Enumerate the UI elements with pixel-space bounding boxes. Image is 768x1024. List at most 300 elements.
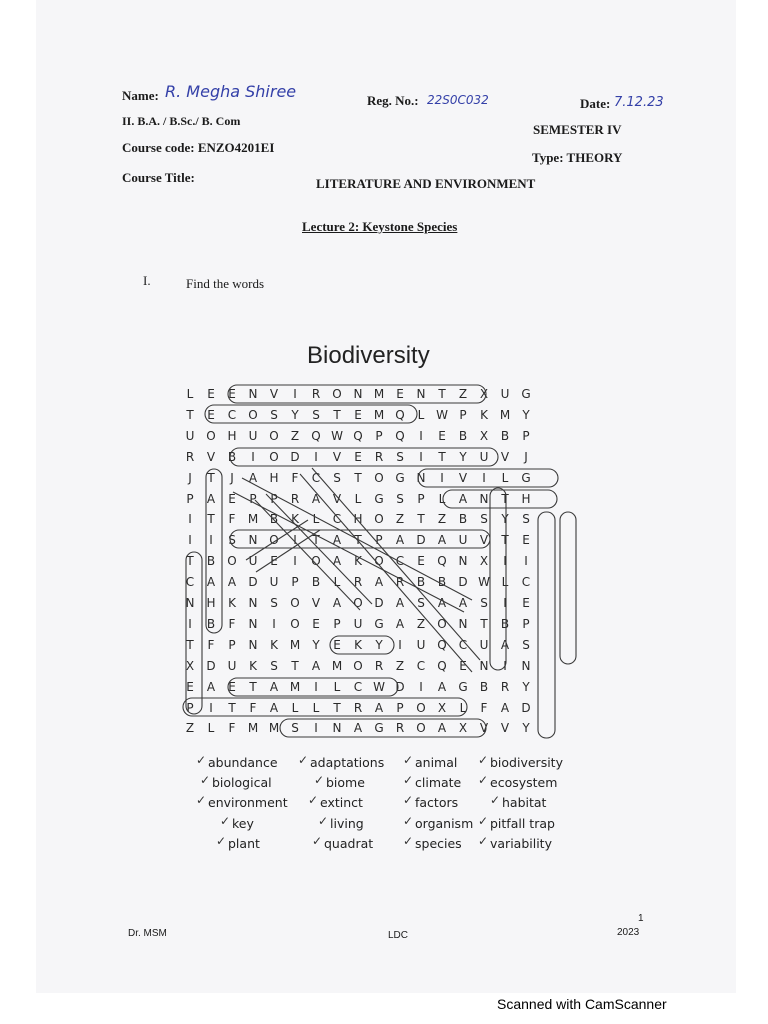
grid-letter: P: [249, 491, 257, 506]
check-mark-icon: ✓: [298, 753, 309, 767]
grid-letter: K: [228, 596, 236, 610]
grid-letter: R: [353, 700, 363, 715]
grid-letter: V: [479, 533, 489, 548]
grid-letter: T: [249, 679, 257, 694]
word-item: [403, 753, 458, 770]
grid-letter: N: [458, 616, 468, 631]
grid-letter: F: [228, 512, 236, 527]
grid-letter: U: [185, 428, 195, 443]
grid-letter: B: [206, 554, 216, 569]
grid-letter: S: [270, 407, 278, 422]
grid-letter: S: [417, 596, 425, 610]
grid-letter: L: [312, 512, 320, 527]
grid-letter: T: [186, 637, 194, 652]
grid-letter: M: [331, 658, 343, 673]
grid-letter: O: [374, 554, 384, 569]
grid-letter: Y: [522, 721, 530, 736]
grid-letter: A: [437, 679, 447, 694]
page-number: 1: [638, 913, 644, 924]
grid-letter: N: [332, 721, 342, 736]
grid-letter: T: [333, 407, 341, 422]
word-item: [478, 813, 555, 831]
grid-letter: U: [248, 554, 258, 569]
grid-letter: O: [227, 554, 237, 569]
name-value: R. Megha Shiree: [165, 82, 297, 101]
grid-letter: Q: [353, 428, 363, 443]
word-item: [403, 793, 459, 811]
grid-letter: X: [458, 721, 468, 736]
grid-letter: I: [293, 554, 297, 569]
grid-letter: A: [374, 575, 384, 590]
grid-letter: C: [185, 575, 195, 590]
grid-letter: P: [522, 616, 530, 631]
grid-letter: I: [419, 679, 423, 694]
grid-letter: I: [293, 387, 297, 401]
grid-letter: Q: [437, 554, 447, 569]
check-mark-icon: ✓: [478, 813, 489, 828]
grid-letter: A: [437, 721, 447, 736]
grid-letter: E: [333, 637, 341, 652]
word-item: [314, 773, 365, 791]
grid-letter: G: [395, 470, 405, 485]
grid-letter: P: [186, 491, 194, 506]
grid-letter: C: [458, 637, 468, 652]
grid-letter: C: [311, 470, 321, 485]
grid-letter: Y: [375, 637, 383, 652]
grid-letter: I: [293, 533, 297, 548]
grid-letter: B: [206, 616, 216, 631]
grid-letter: A: [437, 533, 447, 548]
grid-letter: A: [332, 554, 342, 569]
grid-letter: I: [503, 596, 507, 610]
semester: SEMESTER IV: [533, 122, 622, 137]
grid-letter: E: [459, 658, 467, 673]
name-label: Name:: [122, 88, 159, 103]
grid-letter: A: [206, 679, 216, 694]
grid-letter: U: [227, 658, 237, 673]
grid-letter: P: [270, 491, 278, 506]
grid-letter: V: [458, 470, 468, 485]
grid-letter: S: [396, 449, 404, 464]
grid-letter: O: [416, 721, 426, 736]
grid-letter: Q: [311, 428, 321, 443]
grid-letter: T: [354, 470, 362, 485]
course-title-label: Course Title:: [122, 170, 195, 185]
grid-letter: K: [354, 637, 362, 652]
grid-letter: H: [353, 512, 363, 527]
grid-letter: K: [249, 658, 257, 673]
grid-letter: Q: [395, 428, 405, 443]
grid-letter: C: [227, 407, 237, 422]
grid-letter: C: [332, 512, 342, 527]
grid-letter: A: [227, 575, 237, 590]
grid-letter: A: [206, 575, 216, 590]
grid-letter: S: [228, 533, 236, 548]
grid-letter: C: [521, 575, 531, 590]
grid-letter: B: [458, 428, 468, 443]
grid-letter: S: [333, 470, 341, 485]
word-text: biome: [326, 775, 365, 791]
grid-letter: B: [311, 575, 321, 590]
grid-letter: Y: [501, 512, 509, 527]
grid-letter: J: [188, 470, 192, 485]
grid-letter: L: [291, 700, 299, 715]
program: II. B.A. / B.Sc./ B. Com: [122, 114, 241, 128]
grid-letter: V: [479, 721, 489, 736]
check-mark-icon: ✓: [403, 813, 414, 828]
grid-letter: O: [353, 596, 363, 610]
grid-letter: J: [524, 449, 528, 464]
grid-letter: O: [374, 470, 384, 485]
question-text: Find the words: [186, 276, 264, 291]
grid-letter: U: [269, 575, 279, 590]
grid-letter: X: [437, 700, 447, 715]
grid-letter: Z: [437, 512, 447, 527]
grid-letter: T: [438, 449, 446, 464]
grid-letter: E: [438, 428, 446, 443]
word-item: [478, 753, 563, 770]
grid-letter: T: [291, 658, 299, 673]
grid-letter: A: [353, 721, 363, 736]
grid-letter: L: [333, 575, 341, 590]
grid-letter: Z: [458, 387, 468, 401]
grid-letter: I: [188, 512, 192, 527]
word-text: key: [232, 815, 254, 831]
grid-letter: S: [291, 721, 299, 736]
grid-letter: V: [311, 596, 321, 610]
grid-letter: G: [374, 491, 384, 506]
grid-letter: P: [375, 533, 383, 548]
check-mark-icon: ✓: [196, 753, 207, 767]
grid-letter: C: [416, 658, 426, 673]
word-text: ecosystem: [490, 775, 558, 791]
grid-letter: D: [395, 679, 405, 694]
grid-letter: N: [521, 658, 531, 673]
word-item: [403, 833, 462, 851]
grid-letter: N: [416, 470, 426, 485]
grid-letter: M: [373, 387, 385, 401]
grid-letter: I: [251, 449, 255, 464]
grid-letter: E: [312, 616, 320, 631]
grid-letter: G: [458, 679, 468, 694]
grid-letter: N: [479, 658, 489, 673]
check-mark-icon: ✓: [403, 793, 414, 808]
grid-letter: I: [419, 428, 423, 443]
grid-letter: O: [206, 428, 216, 443]
grid-letter: U: [479, 449, 489, 464]
grid-letter: O: [290, 596, 300, 610]
grid-letter: N: [248, 533, 258, 548]
grid-letter: S: [312, 407, 320, 422]
grid-letter: Q: [437, 637, 447, 652]
grid-letter: S: [480, 512, 488, 527]
word-item: [216, 833, 260, 851]
grid-letter: P: [396, 700, 404, 715]
grid-letter: X: [479, 428, 489, 443]
grid-letter: Z: [395, 512, 405, 527]
grid-letter: R: [185, 449, 195, 464]
grid-letter: O: [269, 449, 279, 464]
grid-letter: L: [501, 575, 509, 590]
grid-letter: Y: [522, 679, 530, 694]
grid-letter: H: [227, 428, 237, 443]
grid-letter: O: [311, 554, 321, 569]
grid-letter: I: [440, 470, 444, 485]
grid-letter: N: [353, 387, 363, 401]
grid-letter: I: [503, 554, 507, 569]
grid-letter: B: [500, 616, 510, 631]
grid-letter: E: [228, 679, 236, 694]
grid-letter: A: [395, 596, 405, 610]
grid-letter: V: [332, 449, 342, 464]
grid-letter: T: [480, 616, 488, 631]
check-mark-icon: ✓: [200, 773, 211, 788]
grid-letter: A: [395, 616, 405, 631]
grid-letter: N: [185, 596, 195, 610]
grid-letter: I: [314, 679, 318, 694]
reg-label: Reg. No.:: [367, 93, 419, 108]
word-text: quadrat: [324, 835, 374, 851]
grid-letter: E: [354, 407, 362, 422]
grid-letter: T: [312, 533, 320, 548]
date-value: 7.12.23: [614, 95, 664, 110]
grid-letter: S: [270, 596, 278, 610]
grid-letter: A: [269, 679, 279, 694]
word-text: variability: [490, 835, 552, 851]
grid-letter: S: [270, 658, 278, 673]
grid-letter: E: [417, 554, 425, 569]
grid-letter: F: [207, 637, 215, 652]
word-text: factors: [415, 795, 459, 811]
check-mark-icon: ✓: [490, 793, 501, 808]
grid-letter: R: [311, 387, 321, 401]
grid-letter: W: [478, 575, 490, 590]
word-item: [200, 773, 272, 791]
grid-letter: J: [230, 470, 234, 485]
grid-letter: D: [290, 449, 300, 464]
word-item: [220, 813, 254, 831]
grid-letter: A: [311, 491, 321, 506]
grid-letter: P: [375, 428, 383, 443]
word-text: extinct: [320, 795, 363, 811]
grid-letter: I: [188, 533, 192, 548]
grid-letter: W: [436, 407, 448, 422]
word-text: environment: [208, 795, 288, 811]
grid-letter: Z: [395, 658, 405, 673]
grid-letter: N: [248, 596, 258, 610]
grid-letter: U: [500, 387, 510, 401]
word-item: [312, 833, 374, 851]
grid-letter: D: [458, 575, 468, 590]
grid-letter: V: [500, 449, 510, 464]
grid-letter: S: [522, 512, 530, 527]
word-item: [308, 793, 363, 811]
grid-letter: U: [458, 533, 468, 548]
grid-letter: I: [272, 616, 276, 631]
grid-letter: T: [186, 554, 194, 569]
grid-letter: B: [458, 512, 468, 527]
grid-letter: V: [500, 721, 510, 736]
grid-letter: Y: [291, 407, 299, 422]
grid-letter: O: [353, 658, 363, 673]
grid-letter: T: [501, 491, 509, 506]
check-mark-icon: ✓: [220, 813, 231, 828]
grid-letter: Y: [459, 449, 467, 464]
grid-letter: U: [248, 428, 258, 443]
grid-letter: V: [332, 491, 342, 506]
check-mark-icon: ✓: [403, 833, 414, 848]
word-item: [298, 753, 385, 770]
check-mark-icon: ✓: [318, 813, 329, 828]
grid-letter: N: [458, 554, 468, 569]
grid-letter: L: [333, 679, 341, 694]
grid-letter: M: [268, 721, 280, 736]
grid-letter: I: [419, 449, 423, 464]
grid-letter: K: [291, 512, 299, 527]
grid-letter: E: [354, 449, 362, 464]
grid-letter: I: [209, 700, 213, 715]
grid-letter: E: [270, 554, 278, 569]
grid-letter: E: [522, 596, 530, 610]
grid-letter: L: [438, 491, 446, 506]
grid-letter: Y: [522, 407, 530, 422]
grid-letter: G: [374, 616, 384, 631]
grid-letter: F: [228, 616, 236, 631]
grid-letter: T: [501, 533, 509, 548]
grid-letter: B: [227, 449, 237, 464]
grid-letter: F: [228, 721, 236, 736]
grid-letter: K: [270, 637, 278, 652]
grid-letter: R: [395, 721, 405, 736]
word-text: climate: [415, 775, 462, 791]
grid-letter: L: [312, 700, 320, 715]
word-text: organism: [415, 815, 474, 831]
grid-letter: M: [247, 512, 259, 527]
word-item: [478, 773, 558, 791]
check-mark-icon: ✓: [478, 753, 489, 767]
grid-letter: L: [459, 700, 467, 715]
grid-letter: C: [353, 679, 363, 694]
grid-letter: W: [331, 428, 343, 443]
grid-letter: X: [479, 554, 489, 569]
grid-letter: L: [354, 491, 362, 506]
grid-letter: I: [188, 616, 192, 631]
word-item: [196, 753, 278, 770]
grid-letter: U: [416, 637, 426, 652]
grid-letter: Y: [312, 637, 320, 652]
grid-letter: M: [289, 637, 301, 652]
word-text: biological: [212, 775, 272, 791]
grid-letter: O: [290, 616, 300, 631]
grid-letter: V: [206, 449, 216, 464]
grid-letter: S: [522, 637, 530, 652]
grid-letter: F: [249, 700, 257, 715]
grid-letter: E: [522, 533, 530, 548]
grid-letter: N: [248, 637, 258, 652]
grid-letter: D: [248, 575, 258, 590]
check-mark-icon: ✓: [196, 793, 207, 808]
grid-letter: L: [501, 470, 509, 485]
puzzle-title: Biodiversity: [307, 342, 430, 369]
grid-letter: P: [186, 700, 194, 715]
grid-letter: R: [374, 449, 384, 464]
check-mark-icon: ✓: [216, 833, 227, 848]
grid-letter: D: [206, 658, 216, 673]
grid-letter: E: [228, 491, 236, 506]
grid-letter: P: [333, 616, 341, 631]
grid-letter: Z: [416, 616, 426, 631]
grid-letter: D: [521, 700, 531, 715]
question-number: I.: [143, 273, 151, 288]
grid-letter: T: [354, 533, 362, 548]
footer-center: LDC: [388, 930, 409, 941]
check-mark-icon: ✓: [478, 773, 489, 788]
grid-letter: D: [416, 533, 426, 548]
word-text: species: [415, 835, 462, 851]
grid-letter: P: [522, 428, 530, 443]
grid-letter: I: [524, 554, 528, 569]
word-item: [403, 813, 474, 831]
grid-letter: T: [186, 407, 194, 422]
grid-letter: S: [480, 596, 488, 610]
grid-letter: E: [186, 679, 194, 694]
grid-letter: V: [269, 387, 279, 401]
grid-letter: A: [332, 533, 342, 548]
word-item: [196, 793, 288, 811]
grid-letter: L: [207, 721, 215, 736]
grid-letter: O: [437, 616, 447, 631]
grid-letter: X: [479, 387, 489, 401]
grid-letter: A: [311, 658, 321, 673]
grid-letter: T: [207, 512, 215, 527]
grid-letter: H: [206, 596, 216, 610]
word-item: [318, 813, 364, 831]
grid-letter: O: [332, 387, 342, 401]
grid-letter: Q: [395, 407, 405, 422]
grid-letter: N: [416, 387, 426, 401]
grid-letter: X: [185, 658, 195, 673]
grid-letter: B: [479, 679, 489, 694]
grid-letter: E: [207, 407, 215, 422]
grid-letter: R: [290, 491, 300, 506]
grid-letter: P: [417, 491, 425, 506]
grid-letter: T: [207, 470, 215, 485]
grid-letter: Z: [290, 428, 300, 443]
grid-letter: I: [209, 533, 213, 548]
grid-letter: B: [269, 512, 279, 527]
grid-letter: O: [269, 533, 279, 548]
grid-letter: U: [479, 637, 489, 652]
check-mark-icon: ✓: [308, 793, 319, 808]
date-label: Date:: [580, 96, 611, 111]
type: Type: THEORY: [532, 150, 623, 165]
word-item: [490, 793, 547, 811]
footer-left: Dr. MSM: [128, 928, 167, 939]
grid-letter: A: [500, 700, 510, 715]
grid-letter: B: [416, 575, 426, 590]
grid-letter: B: [437, 575, 447, 590]
check-mark-icon: ✓: [403, 773, 414, 788]
word-text: biodiversity: [490, 755, 563, 770]
grid-letter: N: [479, 491, 489, 506]
grid-letter: P: [291, 575, 299, 590]
grid-letter: R: [353, 575, 363, 590]
grid-letter: A: [500, 637, 510, 652]
grid-letter: A: [248, 470, 258, 485]
grid-letter: B: [500, 428, 510, 443]
check-mark-icon: ✓: [312, 833, 323, 848]
word-item: [478, 833, 552, 851]
